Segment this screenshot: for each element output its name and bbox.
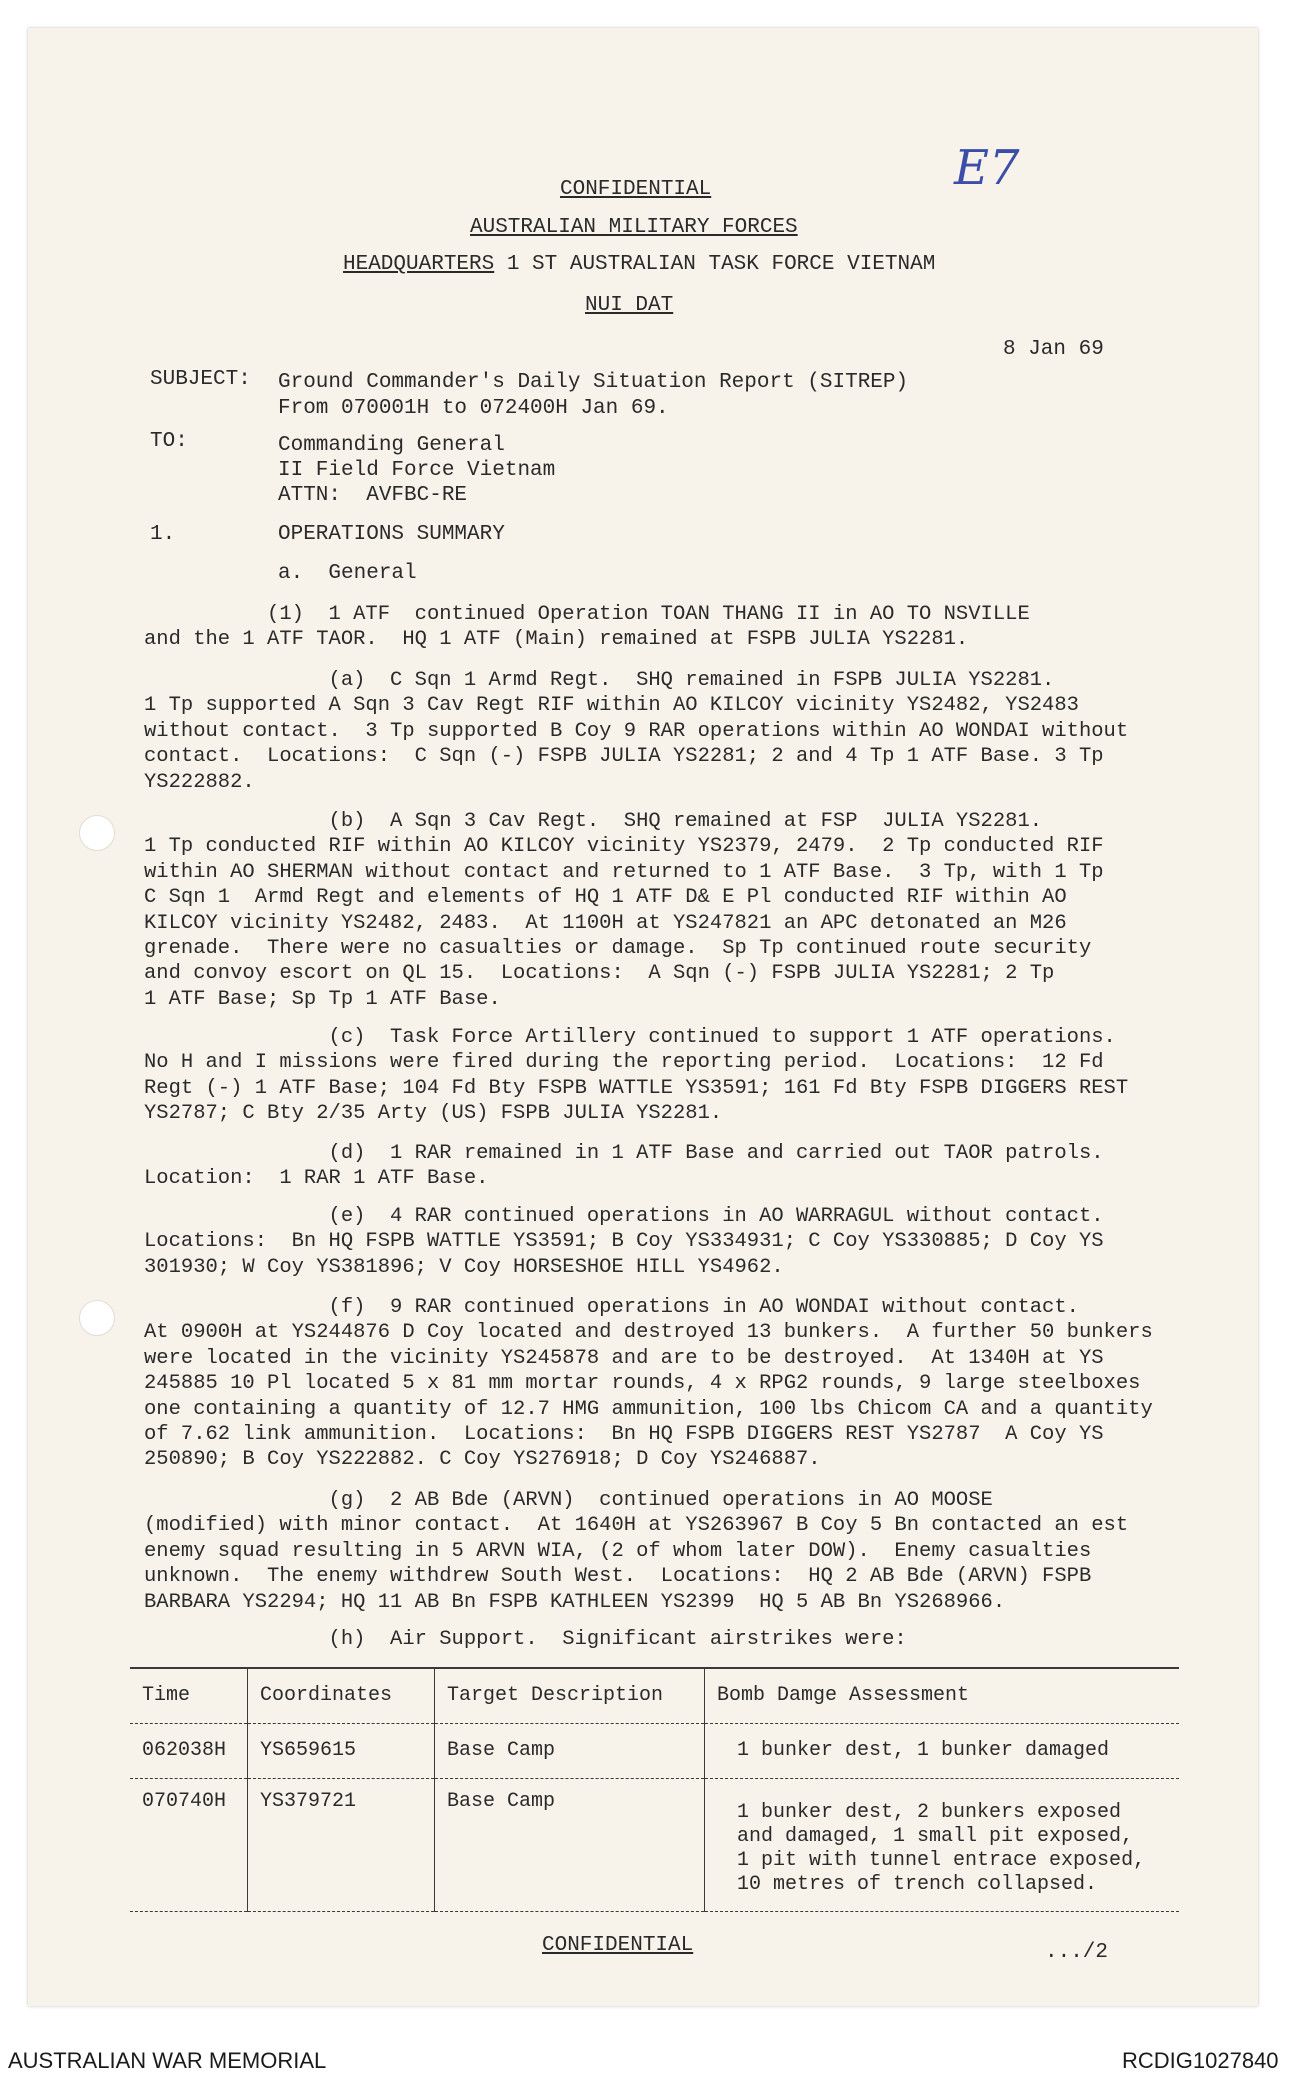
col-header-time: Time — [130, 1668, 248, 1724]
paragraph-b: (b) A Sqn 3 Cav Regt. SHQ remained at FSP JULIA YS2281. 1 Tp conducted RIF within AO KILCOY vicinity YS2379, 2479. 2 Tp conducted RIF within AO SHERMAN without contact and returned to 1 ATF Base. 3 Tp, with 1 Tp C Sqn 1 Armd Regt and elements of HQ 1 ATF D& E Pl conducted RIF within AO KILCOY vicinity YS2482, 2483. At 1100H at YS247821 an APC detonated an M26 grenade. There were no casualties or damage. Sp Tp continued route security and convoy escort on QL 15. Locations: A Sqn (-) FSPB JULIA YS2281; 2 Tp 1 ATF Base; Sp Tp 1 ATF Base. — [144, 810, 1104, 1011]
handwritten-mark: E7 — [954, 140, 1020, 196]
page-continuation: .../2 — [1045, 1941, 1109, 1964]
report-date: 8 Jan 69 — [1003, 338, 1104, 361]
cell-coordinates: YS659615 — [248, 1724, 435, 1779]
section-title: OPERATIONS SUMMARY — [278, 523, 505, 546]
paragraph-g: (g) 2 AB Bde (ARVN) continued operations in AO MOOSE (modified) with minor contact. At 1640H at YS263967 B Coy 5 Bn contacted an est enemy squad resulting in 5 ARVN WIA, (2 of whom later DOW). Enemy casualties unknown. The enemy withdrew South West. Locations: HQ 2 AB Bde (ARVN) FSPB BARBARA YS2294; HQ 11 AB Bn FSPB KATHLEEN YS2399 HQ 5 AB Bn YS268966. — [144, 1489, 1129, 1614]
table-row — [130, 1779, 1179, 1912]
paragraph-h: (h) Air Support. Significant airstrikes were: — [144, 1628, 907, 1651]
paragraph-e: (e) 4 RAR continued operations in AO WARRAGUL without contact. Locations: Bn HQ FSPB WATTLE YS3591; B Coy YS334931; C Coy YS330885; D Coy YS 301930; W Coy YS381896; V Coy HORSESHOE HILL YS4962. — [144, 1205, 1104, 1279]
paragraph-1: (1) 1 ATF continued Operation TOAN THANG II in AO TO NSVILLE and the 1 ATF TAOR. HQ 1 ATF (Main) remained at FSPB JULIA YS2281. — [144, 603, 1030, 652]
subject-line-1: Ground Commander's Daily Situation Report (SITREP) — [278, 371, 909, 394]
section-number: 1. — [150, 523, 176, 546]
subsection-general: a. General — [278, 562, 417, 585]
paragraph-d: (d) 1 RAR remained in 1 ATF Base and carried out TAOR patrols. Location: 1 RAR 1 ATF Base. — [144, 1142, 1104, 1191]
table-row — [130, 1724, 1179, 1779]
col-header-assessment: Bomb Damge Assessment — [705, 1668, 1180, 1724]
hq-rest: 1 ST AUSTRALIAN TASK FORCE VIETNAM — [494, 253, 936, 276]
cell-assessment: 1 bunker dest, 1 bunker damaged — [705, 1724, 1180, 1779]
air-support-table — [130, 1667, 1179, 1912]
subject-line-2: From 070001H to 072400H Jan 69. — [278, 397, 669, 420]
cell-time: 070740H — [130, 1779, 248, 1912]
paragraph-f: (f) 9 RAR continued operations in AO WONDAI without contact. At 0900H at YS244876 D Coy located and destroyed 13 bunkers. A further 50 bunkers were located in the vicinity YS245878 and are to be destroyed. At 1340H at YS 245885 10 Pl located 5 x 81 mm mortar rounds, 4 x RPG2 rounds, 9 large steelboxes one containing a quantity of 12.7 HMG ammunition, 100 lbs Chicom CA and a quantity of 7.62 link ammunition. Locations: Bn HQ FSPB DIGGERS REST YS2787 A Coy YS 250890; B Coy YS222882. C Coy YS276918; D Coy YS246887. — [144, 1296, 1153, 1472]
paragraph-a: (a) C Sqn 1 Armd Regt. SHQ remained in FSPB JULIA YS2281. 1 Tp supported A Sqn 3 Cav Regt RIF within AO KILCOY vicinity YS2482, YS2483 without contact. 3 Tp supported B Coy 9 RAR operations within AO WONDAI without contact. Locations: C Sqn (-) FSPB JULIA YS2281; 2 and 4 Tp 1 ATF Base. 3 Tp YS222882. — [144, 669, 1129, 794]
table-header-row — [130, 1668, 1179, 1724]
col-header-coordinates: Coordinates — [248, 1668, 435, 1724]
archive-label-left: AUSTRALIAN WAR MEMORIAL — [8, 2048, 327, 2073]
paragraph-c: (c) Task Force Artillery continued to support 1 ATF operations. No H and I missions were fired during the reporting period. Locations: 12 Fd Regt (-) 1 ATF Base; 104 Fd Bty FSPB WATTLE YS3591; 161 Fd Bty FSPB DIGGERS REST YS2787; C Bty 2/35 Arty (US) FSPB JULIA YS2281. — [144, 1026, 1129, 1126]
col-header-target: Target Description — [435, 1668, 705, 1724]
to-line-3: ATTN: AVFBC-RE — [278, 484, 468, 507]
hq-prefix: HEADQUARTERS — [343, 253, 495, 276]
cell-target: Base Camp — [435, 1779, 705, 1912]
to-line-1: Commanding General — [278, 434, 505, 457]
classification-top: CONFIDENTIAL — [560, 178, 712, 201]
cell-time: 062038H — [130, 1724, 248, 1779]
punch-hole-top — [79, 815, 115, 851]
cell-assessment: 1 bunker dest, 2 bunkers exposed and damaged, 1 small pit exposed, 1 pit with tunnel entrace exposed, 10 metres of trench collapsed. — [705, 1779, 1180, 1912]
to-label: TO: — [150, 430, 188, 453]
punch-hole-bottom — [79, 1300, 115, 1336]
location-title: NUI DAT — [585, 294, 674, 317]
org-title: AUSTRALIAN MILITARY FORCES — [470, 216, 798, 239]
subject-label: SUBJECT: — [150, 368, 251, 391]
cell-target: Base Camp — [435, 1724, 705, 1779]
to-line-2: II Field Force Vietnam — [278, 459, 556, 482]
hq-title — [343, 252, 935, 277]
cell-coordinates: YS379721 — [248, 1779, 435, 1912]
archive-label-right: RCDIG1027840 — [1122, 2048, 1279, 2073]
classification-bottom: CONFIDENTIAL — [542, 1934, 694, 1957]
